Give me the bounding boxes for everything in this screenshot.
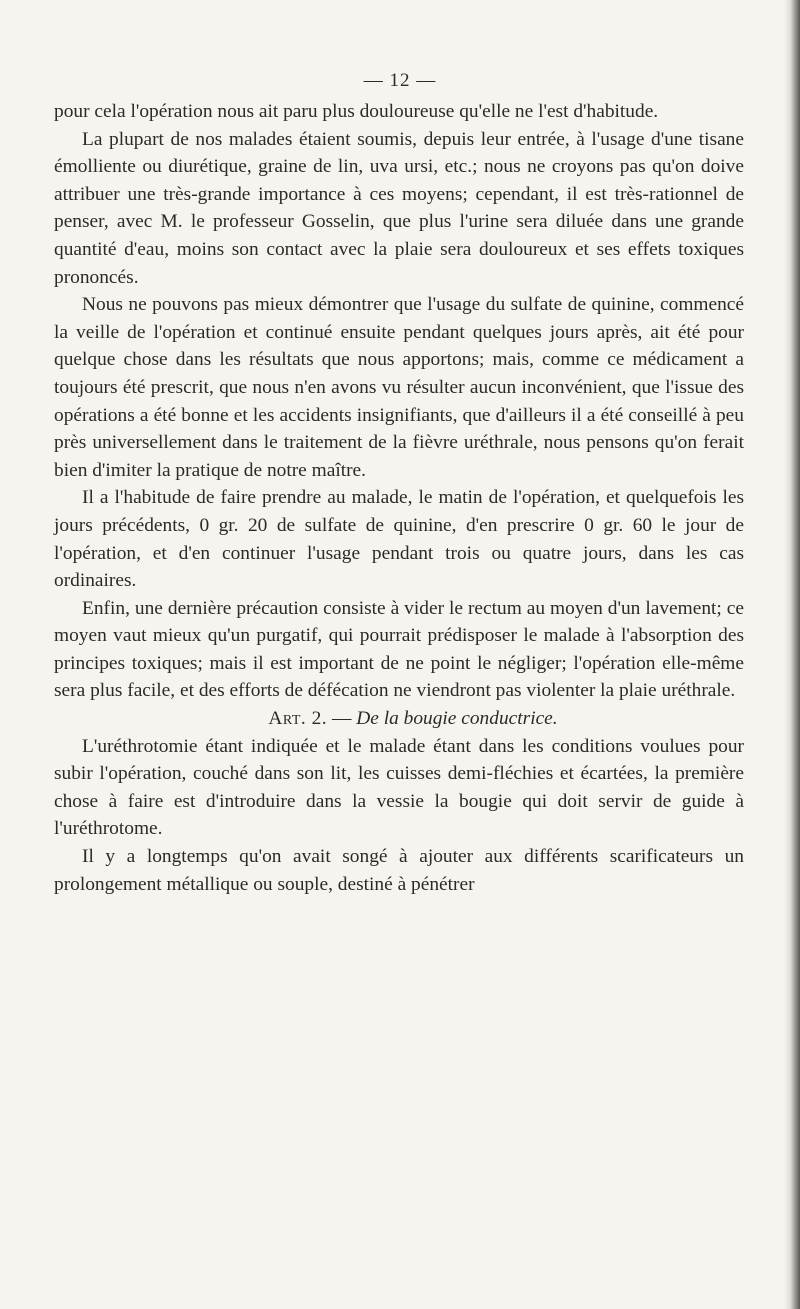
paragraph-1: pour cela l'opération nous ait paru plus douloureuse qu'elle ne l'est d'habitude. [54,101,659,122]
paragraph-5: Enfin, une dernière précaution consiste à vider le rectum au moyen d'un lavement; ce moyen vaut mieux qu'un purgatif, qui pourrait prédisposer le malade à l'absorption des principes toxiques; mais il est important de ne point le négliger; l'opération elle-même sera plus facile, et des efforts de défécation ne viendront pas violenter la plaie uréthrale. [54,597,744,702]
section-heading [54,705,744,733]
paragraph-4: Il a l'habitude de faire prendre au malade, le matin de l'opération, et quelquefois les jours précédents, 0 gr. 20 de sulfate de quinine, d'en prescrire 0 gr. 60 le jour de l'opération, et d'en continuer l'usage pendant trois ou quatre jours, dans les cas ordinaires. [54,487,744,592]
paragraph-3: Nous ne pouvons pas mieux démontrer que l'usage du sulfate de quinine, commencé la veille de l'opération et continué ensuite pendant quelques jours après, ait été pour quelque chose dans les résultats que nous apportons; mais, comme ce médicament a toujours été prescrit, que nous n'en avons vu résulter aucun inconvénient, que l'issue des opérations a été bonne et les accidents insignifiants, que d'ailleurs il a été conseillé à peu près universellement dans le traitement de la fièvre uréthrale, nous pensons qu'on ferait bien d'imiter la pratique de notre maître. [54,294,744,481]
scan-edge-shadow [784,0,800,1309]
section-dash: — [327,708,357,730]
paragraph-2: La plupart de nos malades étaient soumis, depuis leur entrée, à l'usage d'une tisane émolliente ou diurétique, graine de lin, uva ursi, etc.; nous ne croyons pas qu'on doive attribuer une très-grande importance à ces moyens; cependant, il est très-rationnel de penser, avec M. le professeur Gosselin, que plus l'urine sera diluée dans une grande quantité d'eau, moins son contact avec la plaie sera douloureux et ses effets toxiques prononcés. [54,128,744,288]
section-title: De la bougie conductrice. [356,708,558,730]
body-text [54,98,744,898]
section-number: Art. 2. [268,708,328,730]
paragraph-6: L'uréthrotomie étant indiquée et le malade étant dans les conditions voulues pour subir l'opération, couché dans son lit, les cuisses demi-fléchies et écartées, la première chose à faire est d'introduire dans la vessie la bougie qui doit servir de guide à l'uréthrotome. [54,735,744,840]
page-number: — 12 — [363,70,437,91]
paragraph-7: Il y a longtemps qu'on avait songé à ajouter aux différents scarificateurs un prolongement métallique ou souple, destiné à pénétrer [54,846,744,895]
